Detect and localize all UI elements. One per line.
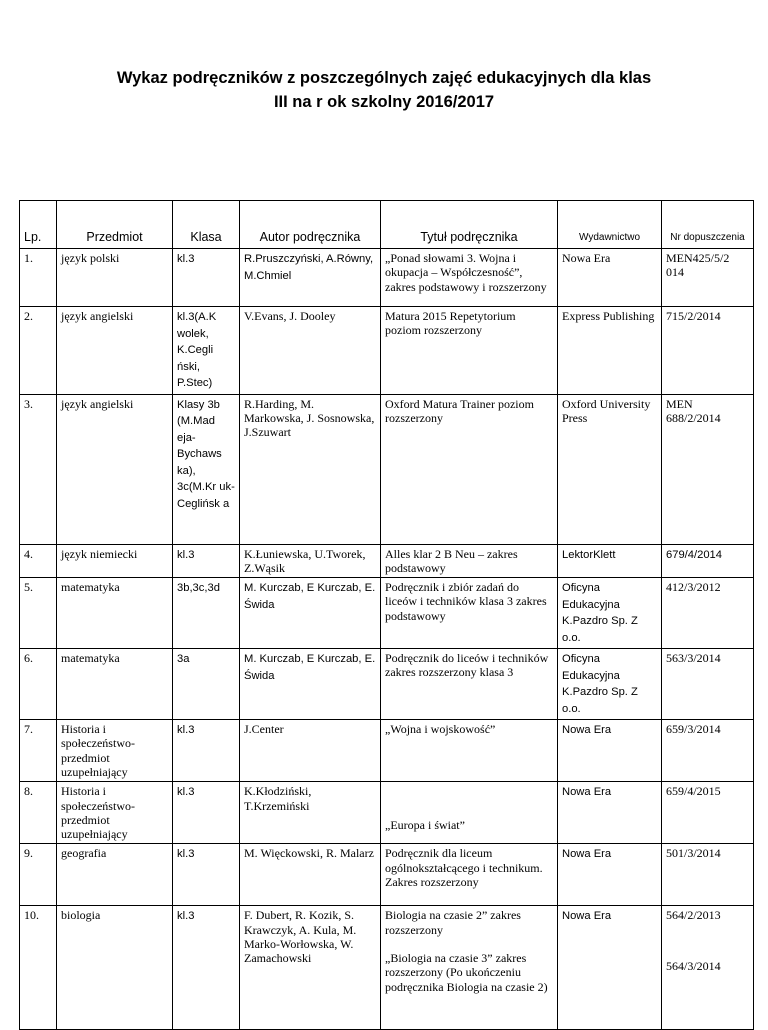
cell-wydawnictwo: Nowa Era (558, 906, 662, 1030)
cell-przedmiot: język angielski (57, 394, 173, 544)
cell-klasa: kl.3(A.K wolek, K.Cegli ński, P.Stec) (173, 307, 240, 395)
cell-nr: 501/3/2014 (662, 844, 754, 906)
title-line-2: III na r ok szkolny 2016/2017 (273, 93, 495, 111)
document-title (60, 66, 708, 114)
cell-klasa: 3b,3c,3d (173, 578, 240, 649)
cell-tytul: „Wojna i wojskowość” (381, 720, 558, 782)
cell-lp: 2. (20, 307, 57, 395)
title-line-1: Wykaz podręczników z poszczególnych zajęć edukacyjnych dla klas (116, 69, 652, 87)
cell-przedmiot: matematyka (57, 578, 173, 649)
header-row (20, 201, 754, 249)
cell-klasa: 3a (173, 649, 240, 720)
cell-lp: 4. (20, 544, 57, 578)
cell-lp: 10. (20, 906, 57, 1030)
tytul-text: „Europa i świat” (385, 817, 465, 832)
cell-nr: 412/3/2012 (662, 578, 754, 649)
cell-przedmiot: geografia (57, 844, 173, 906)
cell-wydawnictwo: Oficyna Edukacyjna K.Pazdro Sp. Z o.o. (558, 649, 662, 720)
cell-nr: 715/2/2014 (662, 307, 754, 395)
cell-tytul: „Ponad słowami 3. Wojna i okupacja – Współczesność”, zakres podstawowy i rozszerzony (381, 249, 558, 307)
cell-wydawnictwo: Nowa Era (558, 782, 662, 844)
cell-nr: MEN 688/2/2014 (662, 394, 754, 544)
cell-wydawnictwo: Oficyna Edukacyjna K.Pazdro Sp. Z o.o. (558, 578, 662, 649)
table-row (20, 394, 754, 544)
cell-autor: J.Center (240, 720, 381, 782)
cell-lp: 5. (20, 578, 57, 649)
header-wydawnictwo: Wydawnictwo (558, 201, 662, 249)
cell-klasa: kl.3 (173, 844, 240, 906)
table-row (20, 249, 754, 307)
cell-lp: 9. (20, 844, 57, 906)
nr-text-2: 564/3/2014 (666, 958, 721, 973)
cell-nr: MEN425/5/2 014 (662, 249, 754, 307)
cell-tytul: Oxford Matura Trainer poziom rozszerzony (381, 394, 558, 544)
cell-nr: 679/4/2014 (662, 544, 754, 578)
table-row (20, 544, 754, 578)
table-row (20, 844, 754, 906)
table-row (20, 307, 754, 395)
cell-autor: R.Pruszczyński, A.Równy, M.Chmiel (240, 249, 381, 307)
cell-nr: 659/4/2015 (662, 782, 754, 844)
cell-tytul: Alles klar 2 B Neu – zakres podstawowy (381, 544, 558, 578)
cell-wydawnictwo: Nowa Era (558, 249, 662, 307)
cell-klasa: kl.3 (173, 782, 240, 844)
cell-przedmiot: Historia i społeczeństwo-przedmiot uzupełniający (57, 782, 173, 844)
header-klasa: Klasa (173, 201, 240, 249)
table-row (20, 906, 754, 1030)
cell-przedmiot: język niemiecki (57, 544, 173, 578)
header-autor: Autor podręcznika (240, 201, 381, 249)
tytul-text-2: „Biologia na czasie 3” zakres rozszerzony (Po ukończeniu podręcznika Biologia na czasie 2) (385, 951, 548, 994)
cell-klasa: kl.3 (173, 249, 240, 307)
cell-wydawnictwo: Oxford University Press (558, 394, 662, 544)
header-przedmiot: Przedmiot (57, 201, 173, 249)
cell-klasa: kl.3 (173, 720, 240, 782)
cell-nr: 659/3/2014 (662, 720, 754, 782)
cell-autor: F. Dubert, R. Kozik, S. Krawczyk, A. Kula, M. Marko-Worłowska, W. Zamachowski (240, 906, 381, 1030)
table-row (20, 578, 754, 649)
cell-wydawnictwo: Nowa Era (558, 844, 662, 906)
cell-autor: M. Kurczab, E Kurczab, E. Świda (240, 578, 381, 649)
cell-autor: V.Evans, J. Dooley (240, 307, 381, 395)
header-tytul: Tytuł podręcznika (381, 201, 558, 249)
cell-tytul (381, 782, 558, 844)
cell-lp: 3. (20, 394, 57, 544)
cell-lp: 7. (20, 720, 57, 782)
cell-tytul: Podręcznik dla liceum ogólnokształcącego i technikum. Zakres rozszerzony (381, 844, 558, 906)
cell-lp: 6. (20, 649, 57, 720)
cell-przedmiot: język polski (57, 249, 173, 307)
cell-klasa: Klasy 3b (M.Mad eja-Bychaws ka), 3c(M.Kr uk-Ceglińsk a (173, 394, 240, 544)
cell-przedmiot: Historia i społeczeństwo-przedmiot uzupełniający (57, 720, 173, 782)
table-row (20, 720, 754, 782)
cell-autor: M. Kurczab, E Kurczab, E. Świda (240, 649, 381, 720)
cell-autor: K.Kłodziński, T.Krzemiński (240, 782, 381, 844)
cell-lp: 1. (20, 249, 57, 307)
cell-przedmiot: język angielski (57, 307, 173, 395)
cell-wydawnictwo: LektorKlett (558, 544, 662, 578)
cell-tytul: Podręcznik i zbiór zadań do liceów i techników klasa 3 zakres podstawowy (381, 578, 558, 649)
nr-text: 564/2/2013 (666, 908, 721, 923)
cell-tytul (381, 906, 558, 1030)
cell-przedmiot: matematyka (57, 649, 173, 720)
cell-przedmiot: biologia (57, 906, 173, 1030)
table-row (20, 649, 754, 720)
cell-wydawnictwo: Nowa Era (558, 720, 662, 782)
table-row (20, 782, 754, 844)
textbook-table (19, 200, 754, 1030)
cell-klasa: kl.3 (173, 906, 240, 1030)
cell-nr (662, 906, 754, 1030)
header-nr: Nr dopuszczenia (662, 201, 754, 249)
cell-autor: K.Łuniewska, U.Tworek, Z.Wąsik (240, 544, 381, 578)
cell-autor: R.Harding, M. Markowska, J. Sosnowska, J.Szuwart (240, 394, 381, 544)
cell-wydawnictwo: Express Publishing (558, 307, 662, 395)
cell-tytul: Matura 2015 Repetytorium poziom rozszerzony (381, 307, 558, 395)
cell-autor: M. Więckowski, R. Malarz (240, 844, 381, 906)
cell-klasa: kl.3 (173, 544, 240, 578)
cell-lp: 8. (20, 782, 57, 844)
header-lp: Lp. (20, 201, 57, 249)
tytul-text: Biologia na czasie 2” zakres rozszerzony (385, 908, 521, 937)
cell-nr: 563/3/2014 (662, 649, 754, 720)
cell-tytul: Podręcznik do liceów i techników zakres rozszerzony klasa 3 (381, 649, 558, 720)
